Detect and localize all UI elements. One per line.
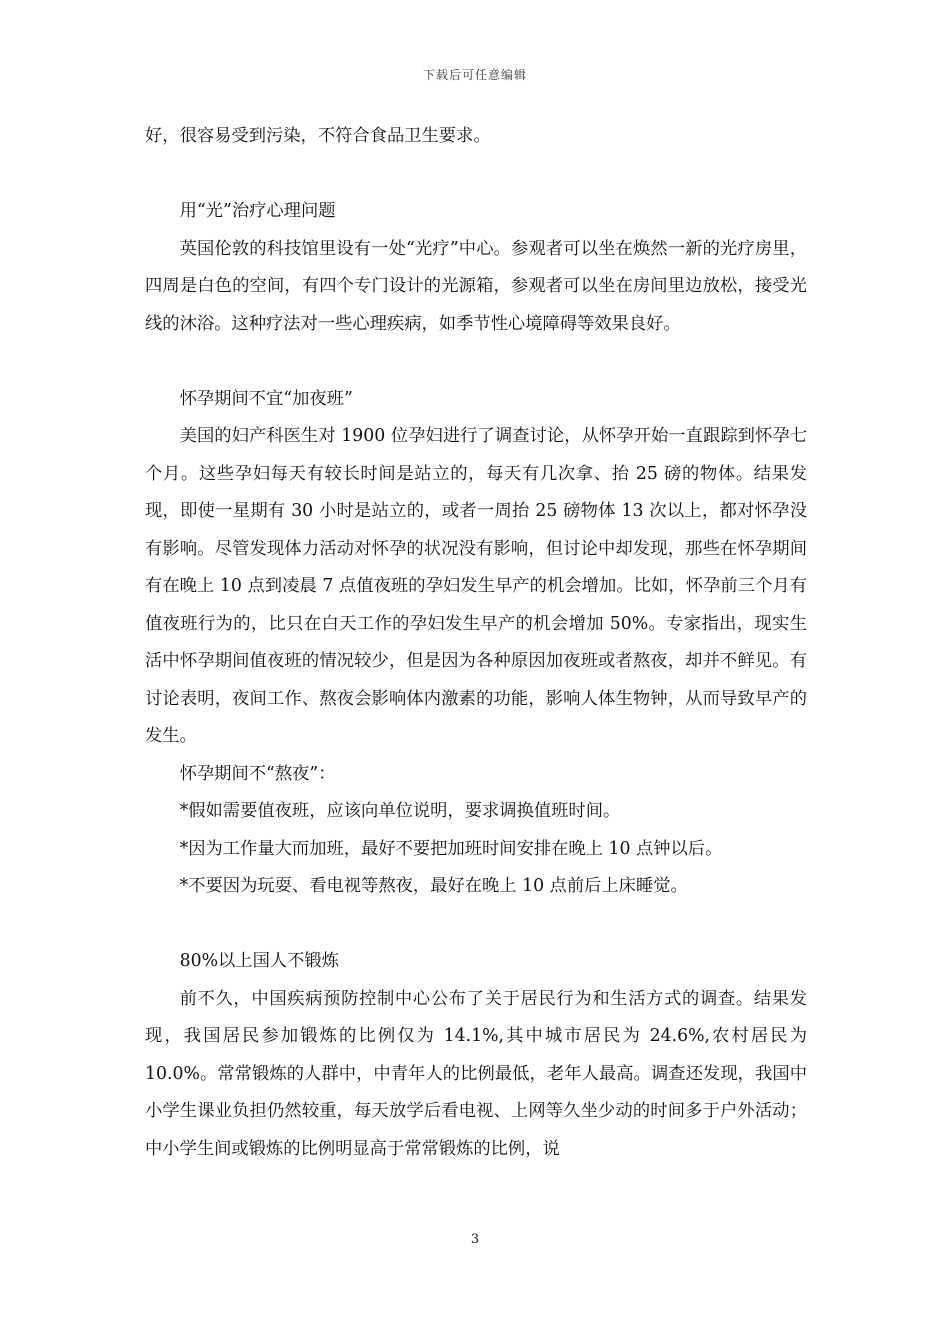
- section-title-light-therapy: 用“光”治疗心理问题: [179, 201, 336, 221]
- tip-item: *假如需要值夜班，应该向单位说明，要求调换值班时间。: [179, 801, 621, 821]
- paragraph-gap: [145, 343, 807, 381]
- section-title-pregnancy: 怀孕期间不宜“加夜班”: [179, 388, 353, 409]
- page-header: 下载后可任意编辑: [422, 68, 527, 82]
- section-body-exercise: 前不久，中国疾病预防控制中心公布了关于居民行为和生活方式的调查。结果发现，我国居民参加锻炼的比例仅为 14.1%,其中城市居民为 24.6%,农村居民为 10.0%。常常锻炼的人群中，中青年人的比例最低，老年人最高。调查还发现，我国中小学生课业负担仍然较重，每天放学后看电视、上网等久坐少动的时间多于户外活动；中小学生间或锻炼的比例明显高于常常锻炼的比例，说: [145, 988, 807, 1159]
- paragraph-gap: [145, 906, 807, 944]
- document-body: [145, 118, 807, 1168]
- section-title-exercise: 80%以上国人不锻炼: [179, 951, 339, 971]
- tip-item: *因为工作量大而加班，最好不要把加班时间安排在晚上 10 点钟以后。: [179, 838, 723, 859]
- paragraph-gap: [145, 156, 807, 194]
- page-number: 3: [470, 1232, 480, 1247]
- tips-title: 怀孕期间不“熬夜”：: [179, 763, 336, 784]
- tip-item: *不要因为玩耍、看电视等熬夜，最好在晚上 10 点前后上床睡觉。: [179, 876, 688, 896]
- continuation-paragraph: 好，很容易受到污染，不符合食品卫生要求。: [145, 126, 491, 146]
- section-body-pregnancy: 美国的妇产科医生对 1900 位孕妇进行了调查讨论，从怀孕开始一直跟踪到怀孕七个月。这些孕妇每天有较长时间是站立的，每天有几次拿、抬 25 磅的物体。结果发现，即使一星期有 30 小时是站立的，或者一周抬 25 磅物体 13 次以上，都对怀孕没有影响。尽管发现体力活动对怀孕的状况没有影响，但讨论中却发现，那些在怀孕期间有在晚上 10 点到凌晨 7 点值夜班的孕妇发生早产的机会增加。比如，怀孕前三个月有值夜班行为的，比只在白天工作的孕妇发生早产的机会增加 50%。专家指出，现实生活中怀孕期间值夜班的情况较少，但是因为各种原因加夜班或者熬夜，却并不鲜见。有讨论表明，夜间工作、熬夜会影响体内激素的功能，影响人体生物钟，从而导致早产的发生。: [145, 426, 807, 746]
- section-body-light-therapy: 英国伦敦的科技馆里设有一处“光疗”中心。参观者可以坐在焕然一新的光疗房里，四周是白色的空间，有四个专门设计的光源箱，参观者可以坐在房间里边放松，接受光线的沐浴。这种疗法对一些心理疾病，如季节性心境障碍等效果良好。: [145, 238, 807, 334]
